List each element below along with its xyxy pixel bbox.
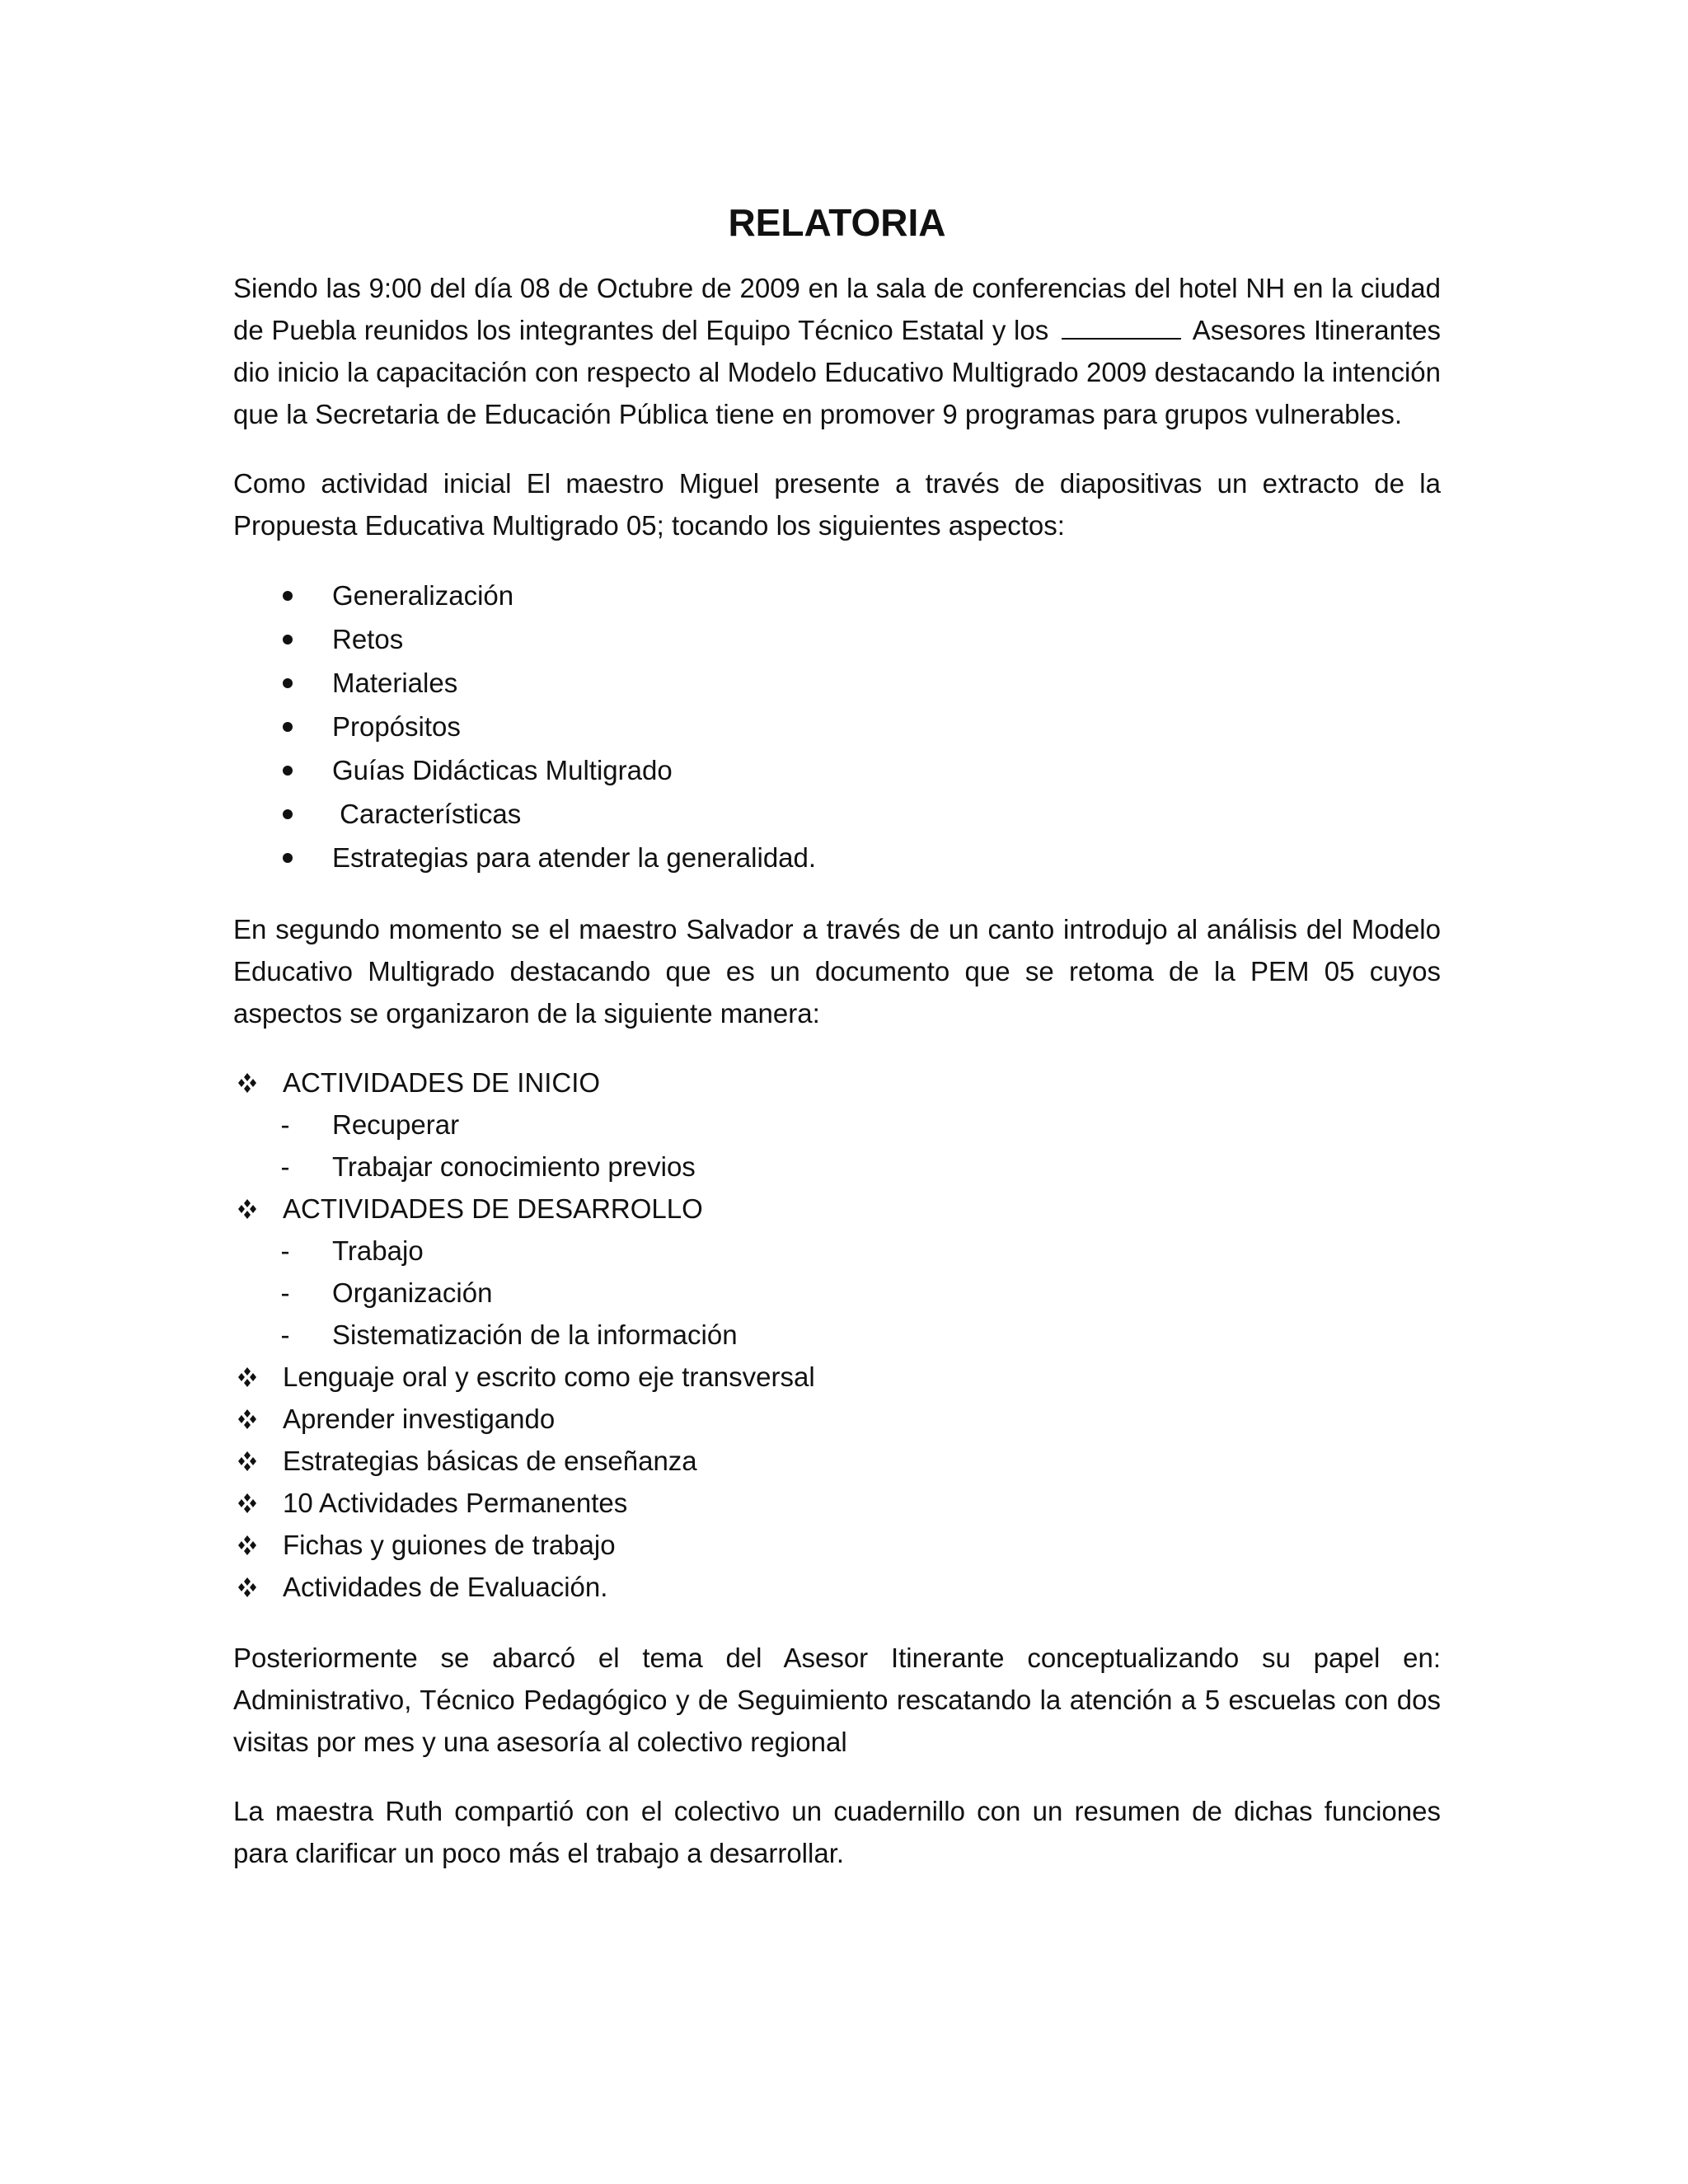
sub-list-item	[233, 1230, 1441, 1272]
list-item-label: ACTIVIDADES DE INICIO	[283, 1067, 601, 1098]
bullet-icon	[283, 591, 293, 601]
list-item: Características	[233, 792, 1441, 836]
dash-bullet-icon: -	[280, 1235, 290, 1266]
sub-list-item	[233, 1104, 1441, 1146]
sub-list-item-label: Trabajo	[332, 1235, 424, 1266]
list-item: Guías Didácticas Multigrado	[233, 748, 1441, 792]
list-item-label: Aprender investigando	[283, 1404, 556, 1434]
diamond-bullet-icon	[235, 1188, 260, 1230]
fill-in-blank	[1062, 313, 1181, 340]
sub-list-item	[233, 1272, 1441, 1314]
sub-list-item	[233, 1146, 1441, 1188]
paragraph-opening	[233, 267, 1441, 435]
sub-list	[280, 1104, 1441, 1188]
document-title: RELATORIA	[728, 201, 946, 244]
list-item	[233, 1566, 1441, 1608]
diamond-bullet-icon	[235, 1524, 260, 1566]
list-item: Materiales	[233, 661, 1441, 705]
sub-list	[280, 1230, 1441, 1356]
sub-list-item-label: Sistematización de la información	[332, 1319, 738, 1350]
bullet-icon	[283, 635, 293, 644]
list-item-label: 10 Actividades Permanentes	[283, 1488, 628, 1518]
dash-bullet-icon: -	[280, 1151, 290, 1182]
list-item	[233, 1062, 1441, 1188]
list-item	[233, 1524, 1441, 1566]
bullet-icon	[283, 766, 293, 776]
organized-aspects-list	[233, 1062, 1441, 1608]
sub-list-item-label: Organización	[332, 1277, 493, 1308]
list-item	[233, 1482, 1441, 1524]
document-page	[233, 190, 1441, 1901]
paragraph-asesor: Posteriormente se abarcó el tema del Asesor Itinerante conceptualizando su papel en: Administrativo, Técnico Pedagógico y de Seguimiento rescatando la atención a 5 escuelas con dos visitas por mes y una asesoría al colectivo regional	[233, 1643, 1441, 1757]
sub-list-item	[233, 1314, 1441, 1356]
diamond-bullet-icon	[235, 1482, 260, 1524]
diamond-bullet-icon	[235, 1356, 260, 1398]
list-item	[233, 1356, 1441, 1398]
list-item: Generalización	[233, 574, 1441, 617]
paragraph-opening-part1: Siendo las 9:00 del día 08 de Octubre de 2009 en la sala de conferencias del hotel NH en la ciudad de Puebla reunidos los integrantes del Equipo Técnico Estatal y los	[233, 273, 1441, 345]
sub-list-item-label: Trabajar conocimiento previos	[332, 1151, 696, 1182]
list-item	[233, 1398, 1441, 1440]
bullet-icon	[283, 809, 293, 819]
list-item	[233, 1440, 1441, 1482]
bullet-icon	[283, 722, 293, 732]
list-item-label: Estrategias básicas de enseñanza	[283, 1446, 697, 1476]
paragraph-initial-activity: Como actividad inicial El maestro Miguel presente a través de diapositivas un extracto de la Propuesta Educativa Multigrado 05; tocando los siguientes aspectos:	[233, 468, 1441, 541]
list-item-label: Actividades de Evaluación.	[283, 1572, 608, 1602]
list-item: Propósitos	[233, 705, 1441, 748]
diamond-bullet-icon	[235, 1566, 260, 1608]
dash-bullet-icon: -	[280, 1109, 290, 1140]
list-item-label: ACTIVIDADES DE DESARROLLO	[283, 1193, 703, 1224]
diamond-bullet-icon	[235, 1440, 260, 1482]
aspects-list	[233, 574, 1441, 879]
diamond-bullet-icon	[235, 1062, 260, 1104]
bullet-icon	[283, 678, 293, 688]
list-item: Retos	[233, 617, 1441, 661]
diamond-bullet-icon	[235, 1398, 260, 1440]
dash-bullet-icon: -	[280, 1319, 290, 1350]
list-item-label: Fichas y guiones de trabajo	[283, 1530, 616, 1560]
sub-list-item-label: Recuperar	[332, 1109, 460, 1140]
bullet-icon	[283, 853, 293, 863]
paragraph-opening-part2: Asesores Itinerantes dio inicio la capacitación con respecto al Modelo Educativo Multigrado 2009 destacando la intención que la Secretaria de Educación Pública tiene en promover 9 programas para grupos vulnerables.	[233, 315, 1441, 429]
paragraph-ruth: La maestra Ruth compartió con el colectivo un cuadernillo con un resumen de dichas funciones para clarificar un poco más el trabajo a desarrollar.	[233, 1796, 1441, 1868]
list-item: Estrategias para atender la generalidad.	[233, 836, 1441, 879]
paragraph-second-moment: En segundo momento se el maestro Salvador a través de un canto introdujo al análisis del Modelo Educativo Multigrado destacando que es un documento que se retoma de la PEM 05 cuyos aspectos se organizaron de la siguiente manera:	[233, 914, 1441, 1029]
list-item-label: Lenguaje oral y escrito como eje transversal	[283, 1361, 815, 1392]
list-item	[233, 1188, 1441, 1356]
dash-bullet-icon: -	[280, 1277, 290, 1308]
